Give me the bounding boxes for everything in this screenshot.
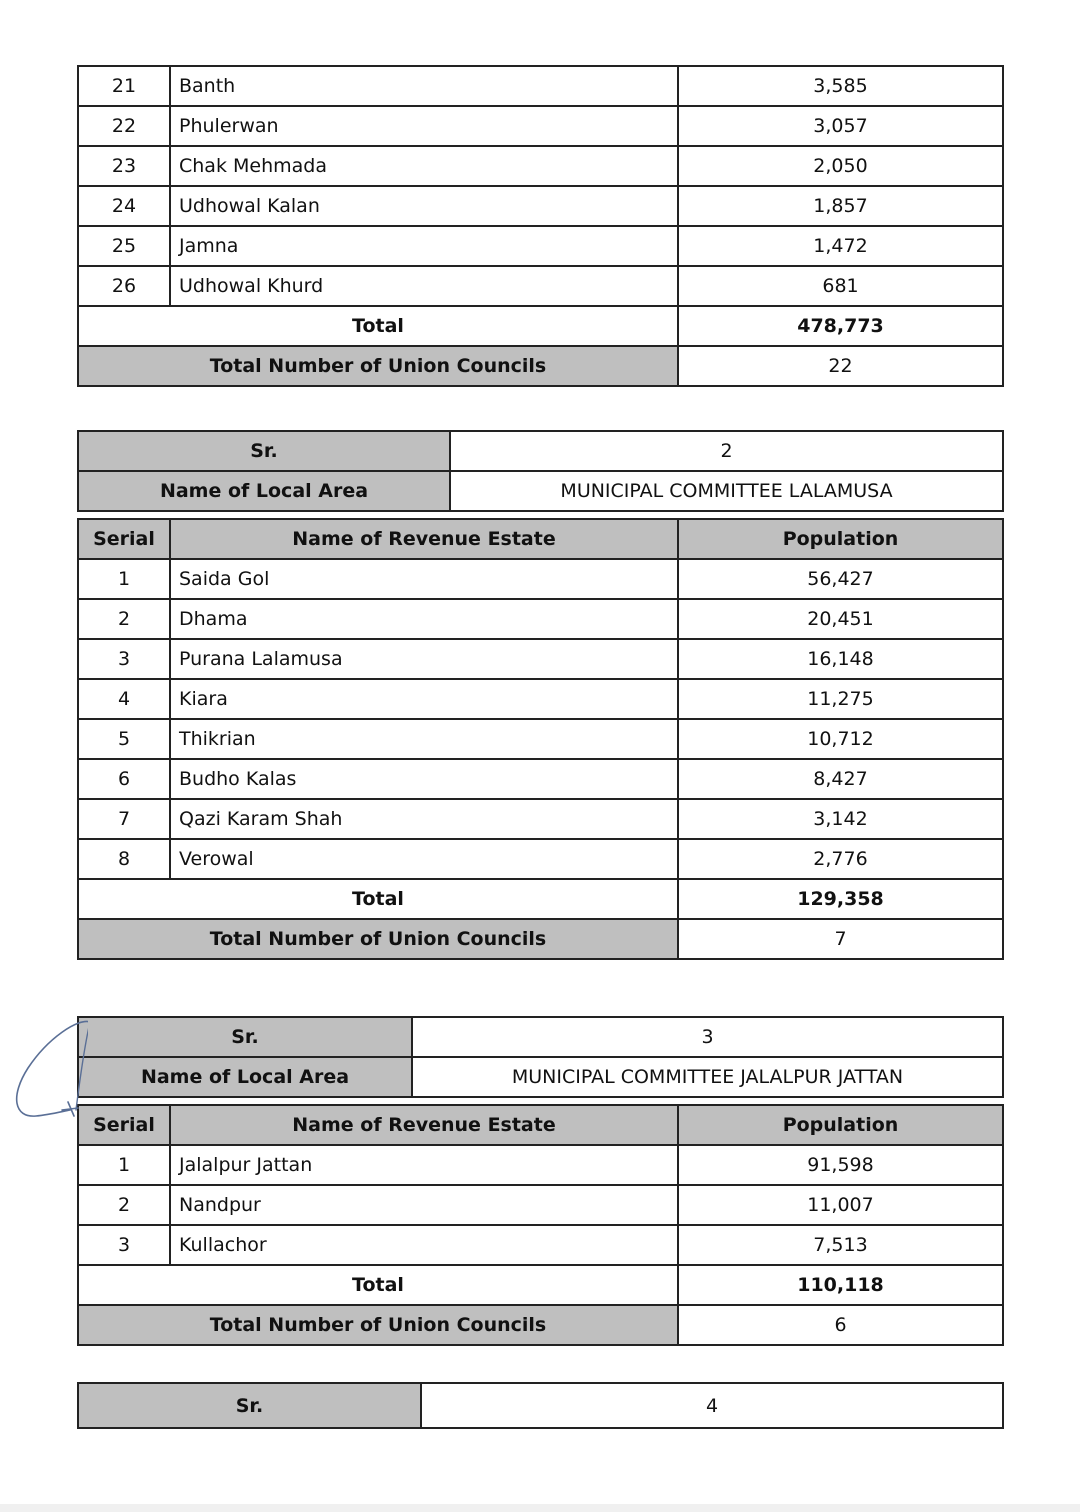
- population-cell: 20,451: [678, 599, 1003, 639]
- total-value: 129,358: [678, 879, 1003, 919]
- table-row: [78, 1145, 1003, 1185]
- table-row: [78, 186, 1003, 226]
- sr-row: [78, 431, 1003, 471]
- table-row: [78, 719, 1003, 759]
- serial-cell: 6: [78, 759, 170, 799]
- table-row: [78, 799, 1003, 839]
- estate-name-cell: Budho Kalas: [170, 759, 678, 799]
- population-cell: 1,472: [678, 226, 1003, 266]
- total-value: 478,773: [678, 306, 1003, 346]
- serial-cell: 2: [78, 599, 170, 639]
- column-header-row: [78, 519, 1003, 559]
- estate-name-cell: Dhama: [170, 599, 678, 639]
- union-councils-row: [78, 346, 1003, 386]
- local-area-label: Name of Local Area: [78, 471, 450, 511]
- serial-cell: 25: [78, 226, 170, 266]
- serial-header: Serial: [78, 519, 170, 559]
- serial-cell: 2: [78, 1185, 170, 1225]
- total-label: Total: [78, 306, 678, 346]
- table-row: [78, 559, 1003, 599]
- population-cell: 2,050: [678, 146, 1003, 186]
- section-4-header-table: [77, 1382, 1004, 1429]
- population-cell: 3,057: [678, 106, 1003, 146]
- population-cell: 16,148: [678, 639, 1003, 679]
- serial-cell: 21: [78, 66, 170, 106]
- table-row: [78, 759, 1003, 799]
- estate-name-cell: Chak Mehmada: [170, 146, 678, 186]
- section-2-table: [77, 518, 1004, 960]
- population-header: Population: [678, 519, 1003, 559]
- table-row: [78, 266, 1003, 306]
- table-row: [78, 639, 1003, 679]
- population-cell: 7,513: [678, 1225, 1003, 1265]
- local-area-value: MUNICIPAL COMMITTEE JALALPUR JATTAN: [412, 1057, 1003, 1097]
- local-area-row: [78, 1057, 1003, 1097]
- serial-cell: 24: [78, 186, 170, 226]
- serial-cell: 23: [78, 146, 170, 186]
- estate-name-cell: Kullachor: [170, 1225, 678, 1265]
- serial-cell: 3: [78, 1225, 170, 1265]
- local-area-label: Name of Local Area: [78, 1057, 412, 1097]
- estate-name-cell: Kiara: [170, 679, 678, 719]
- union-councils-row: [78, 1305, 1003, 1345]
- estate-name-cell: Verowal: [170, 839, 678, 879]
- union-councils-label: Total Number of Union Councils: [78, 1305, 678, 1345]
- table-row: [78, 1225, 1003, 1265]
- union-councils-value: 22: [678, 346, 1003, 386]
- estate-name-header: Name of Revenue Estate: [170, 1105, 678, 1145]
- table-row: [78, 66, 1003, 106]
- estate-name-cell: Banth: [170, 66, 678, 106]
- population-cell: 3,142: [678, 799, 1003, 839]
- local-area-row: [78, 471, 1003, 511]
- table-row: [78, 1185, 1003, 1225]
- sr-value: 2: [450, 431, 1003, 471]
- population-cell: 10,712: [678, 719, 1003, 759]
- total-row: [78, 306, 1003, 346]
- estate-name-cell: Phulerwan: [170, 106, 678, 146]
- population-cell: 681: [678, 266, 1003, 306]
- sr-label: Sr.: [78, 431, 450, 471]
- table-row: [78, 226, 1003, 266]
- sr-label: Sr.: [78, 1017, 412, 1057]
- table-row: [78, 106, 1003, 146]
- estate-name-cell: Purana Lalamusa: [170, 639, 678, 679]
- serial-cell: 1: [78, 559, 170, 599]
- total-value: 110,118: [678, 1265, 1003, 1305]
- sr-label: Sr.: [78, 1383, 421, 1428]
- serial-cell: 5: [78, 719, 170, 759]
- total-row: [78, 879, 1003, 919]
- section-3-header-table: [77, 1016, 1004, 1098]
- estate-name-cell: Qazi Karam Shah: [170, 799, 678, 839]
- union-councils-value: 7: [678, 919, 1003, 959]
- total-row: [78, 1265, 1003, 1305]
- estate-name-cell: Jalalpur Jattan: [170, 1145, 678, 1185]
- sr-row: [78, 1017, 1003, 1057]
- estate-name-header: Name of Revenue Estate: [170, 519, 678, 559]
- population-cell: 8,427: [678, 759, 1003, 799]
- table-row: [78, 679, 1003, 719]
- serial-cell: 7: [78, 799, 170, 839]
- estate-name-cell: Saida Gol: [170, 559, 678, 599]
- population-cell: 56,427: [678, 559, 1003, 599]
- population-cell: 3,585: [678, 66, 1003, 106]
- estate-name-cell: Jamna: [170, 226, 678, 266]
- union-councils-label: Total Number of Union Councils: [78, 346, 678, 386]
- sr-row: [78, 1383, 1003, 1428]
- population-cell: 11,275: [678, 679, 1003, 719]
- local-area-value: MUNICIPAL COMMITTEE LALAMUSA: [450, 471, 1003, 511]
- union-councils-row: [78, 919, 1003, 959]
- estate-name-cell: Udhowal Khurd: [170, 266, 678, 306]
- serial-cell: 4: [78, 679, 170, 719]
- population-cell: 1,857: [678, 186, 1003, 226]
- serial-cell: 1: [78, 1145, 170, 1185]
- section-3-table: [77, 1104, 1004, 1346]
- section-1-table: [77, 65, 1004, 387]
- serial-cell: 3: [78, 639, 170, 679]
- table-row: [78, 839, 1003, 879]
- signature-mark: [8, 1018, 88, 1128]
- serial-header: Serial: [78, 1105, 170, 1145]
- page-bottom-edge: [0, 1504, 1080, 1512]
- population-header: Population: [678, 1105, 1003, 1145]
- population-cell: 11,007: [678, 1185, 1003, 1225]
- population-cell: 2,776: [678, 839, 1003, 879]
- sr-value: 3: [412, 1017, 1003, 1057]
- serial-cell: 26: [78, 266, 170, 306]
- population-cell: 91,598: [678, 1145, 1003, 1185]
- total-label: Total: [78, 879, 678, 919]
- union-councils-value: 6: [678, 1305, 1003, 1345]
- estate-name-cell: Thikrian: [170, 719, 678, 759]
- union-councils-label: Total Number of Union Councils: [78, 919, 678, 959]
- table-row: [78, 599, 1003, 639]
- section-2-header-table: [77, 430, 1004, 512]
- sr-value: 4: [421, 1383, 1003, 1428]
- table-row: [78, 146, 1003, 186]
- column-header-row: [78, 1105, 1003, 1145]
- total-label: Total: [78, 1265, 678, 1305]
- estate-name-cell: Udhowal Kalan: [170, 186, 678, 226]
- serial-cell: 22: [78, 106, 170, 146]
- estate-name-cell: Nandpur: [170, 1185, 678, 1225]
- serial-cell: 8: [78, 839, 170, 879]
